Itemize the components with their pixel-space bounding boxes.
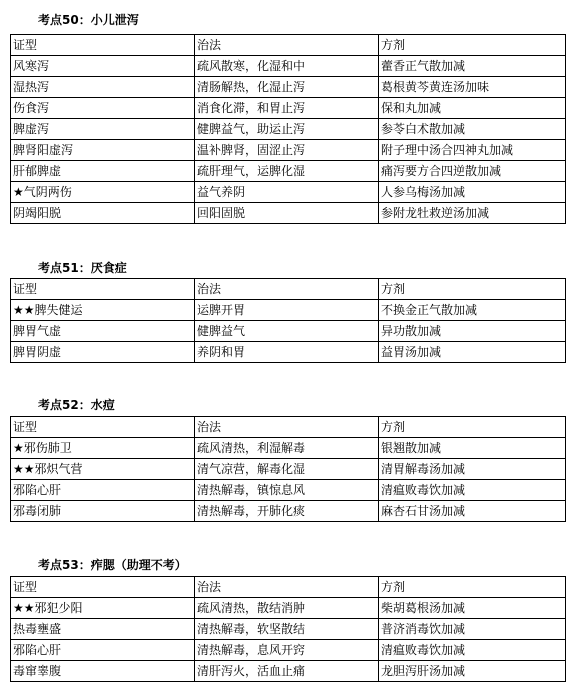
- formula-cell: 清瘟败毒饮加减: [379, 640, 566, 661]
- treatment-cell: 养阴和胃: [195, 342, 379, 363]
- syndrome-cell: 邪陷心肝: [11, 640, 195, 661]
- table-row: [11, 661, 566, 682]
- formula-cell: 异功散加减: [379, 321, 566, 342]
- syndrome-cell: ★★邪犯少阳: [11, 598, 195, 619]
- formula-cell: 龙胆泻肝汤加减: [379, 661, 566, 682]
- header-syndrome: 证型: [11, 279, 195, 300]
- table-header-row: [11, 417, 566, 438]
- header-syndrome: 证型: [11, 577, 195, 598]
- treatment-cell: 运脾开胃: [195, 300, 379, 321]
- header-formula: 方剂: [379, 35, 566, 56]
- header-formula: 方剂: [379, 417, 566, 438]
- header-syndrome: 证型: [11, 417, 195, 438]
- treatment-cell: 健脾益气: [195, 321, 379, 342]
- table-row: [11, 119, 566, 140]
- section-title: 考点50：小儿泄泻: [38, 13, 139, 27]
- table-header-row: [11, 577, 566, 598]
- table-row: [11, 161, 566, 182]
- formula-cell: 麻杏石甘汤加减: [379, 501, 566, 522]
- table-row: [11, 619, 566, 640]
- formula-cell: 参附龙牡救逆汤加减: [379, 203, 566, 224]
- syndrome-cell: 脾虚泻: [11, 119, 195, 140]
- table-diarrhea: [10, 34, 566, 224]
- syndrome-cell: 邪陷心肝: [11, 480, 195, 501]
- treatment-cell: 疏肝理气，运脾化湿: [195, 161, 379, 182]
- table-row: [11, 598, 566, 619]
- syndrome-cell: 邪毒闭肺: [11, 501, 195, 522]
- treatment-cell: 清热解毒，息风开窍: [195, 640, 379, 661]
- treatment-cell: 清气凉营，解毒化湿: [195, 459, 379, 480]
- table-mumps: [10, 576, 566, 682]
- treatment-cell: 清热解毒，镇惊息风: [195, 480, 379, 501]
- treatment-cell: 清热解毒，软坚散结: [195, 619, 379, 640]
- table-row: [11, 203, 566, 224]
- section-title: 考点53：痄腮（助理不考）: [38, 558, 187, 572]
- treatment-cell: 疏风散寒，化湿和中: [195, 56, 379, 77]
- treatment-cell: 温补脾肾，固涩止泻: [195, 140, 379, 161]
- syndrome-cell: 脾肾阳虚泻: [11, 140, 195, 161]
- table-row: [11, 321, 566, 342]
- formula-cell: 普济消毒饮加减: [379, 619, 566, 640]
- syndrome-cell: 脾胃阴虚: [11, 342, 195, 363]
- treatment-cell: 健脾益气，助运止泻: [195, 119, 379, 140]
- table-row: [11, 438, 566, 459]
- table-row: [11, 140, 566, 161]
- header-treatment: 治法: [195, 417, 379, 438]
- formula-cell: 清胃解毒汤加减: [379, 459, 566, 480]
- table-row: [11, 182, 566, 203]
- syndrome-cell: ★邪伤肺卫: [11, 438, 195, 459]
- syndrome-cell: ★气阴两伤: [11, 182, 195, 203]
- table-anorexia: [10, 278, 566, 363]
- header-treatment: 治法: [195, 279, 379, 300]
- formula-cell: 清瘟败毒饮加减: [379, 480, 566, 501]
- treatment-cell: 疏风清热，利湿解毒: [195, 438, 379, 459]
- syndrome-cell: 毒窜睾腹: [11, 661, 195, 682]
- header-treatment: 治法: [195, 577, 379, 598]
- table-row: [11, 56, 566, 77]
- syndrome-cell: ★★脾失健运: [11, 300, 195, 321]
- treatment-cell: 益气养阴: [195, 182, 379, 203]
- treatment-cell: 疏风清热，散结消肿: [195, 598, 379, 619]
- formula-cell: 藿香正气散加减: [379, 56, 566, 77]
- syndrome-cell: 脾胃气虚: [11, 321, 195, 342]
- section-title: 考点51：厌食症: [38, 261, 127, 275]
- table-row: [11, 342, 566, 363]
- header-treatment: 治法: [195, 35, 379, 56]
- syndrome-cell: 风寒泻: [11, 56, 195, 77]
- table-header-row: [11, 279, 566, 300]
- syndrome-cell: 湿热泻: [11, 77, 195, 98]
- formula-cell: 葛根黄芩黄连汤加味: [379, 77, 566, 98]
- formula-cell: 痛泻要方合四逆散加减: [379, 161, 566, 182]
- formula-cell: 益胃汤加减: [379, 342, 566, 363]
- header-formula: 方剂: [379, 279, 566, 300]
- section-title: 考点52：水痘: [38, 398, 115, 412]
- syndrome-cell: 伤食泻: [11, 98, 195, 119]
- treatment-cell: 清热解毒，开肺化痰: [195, 501, 379, 522]
- table-row: [11, 77, 566, 98]
- table-varicella: [10, 416, 566, 522]
- treatment-cell: 清肝泻火，活血止痛: [195, 661, 379, 682]
- treatment-cell: 回阳固脱: [195, 203, 379, 224]
- formula-cell: 柴胡葛根汤加减: [379, 598, 566, 619]
- formula-cell: 附子理中汤合四神丸加减: [379, 140, 566, 161]
- treatment-cell: 消食化滞，和胃止泻: [195, 98, 379, 119]
- syndrome-cell: 肝郁脾虚: [11, 161, 195, 182]
- table-row: [11, 480, 566, 501]
- table-header-row: [11, 35, 566, 56]
- table-row: [11, 501, 566, 522]
- table-row: [11, 640, 566, 661]
- syndrome-cell: 热毒壅盛: [11, 619, 195, 640]
- header-formula: 方剂: [379, 577, 566, 598]
- header-syndrome: 证型: [11, 35, 195, 56]
- treatment-cell: 清肠解热，化湿止泻: [195, 77, 379, 98]
- formula-cell: 保和丸加减: [379, 98, 566, 119]
- table-row: [11, 98, 566, 119]
- formula-cell: 人参乌梅汤加减: [379, 182, 566, 203]
- table-row: [11, 459, 566, 480]
- table-row: [11, 300, 566, 321]
- syndrome-cell: 阴竭阳脱: [11, 203, 195, 224]
- syndrome-cell: ★★邪炽气营: [11, 459, 195, 480]
- formula-cell: 参苓白术散加减: [379, 119, 566, 140]
- formula-cell: 不换金正气散加减: [379, 300, 566, 321]
- formula-cell: 银翘散加减: [379, 438, 566, 459]
